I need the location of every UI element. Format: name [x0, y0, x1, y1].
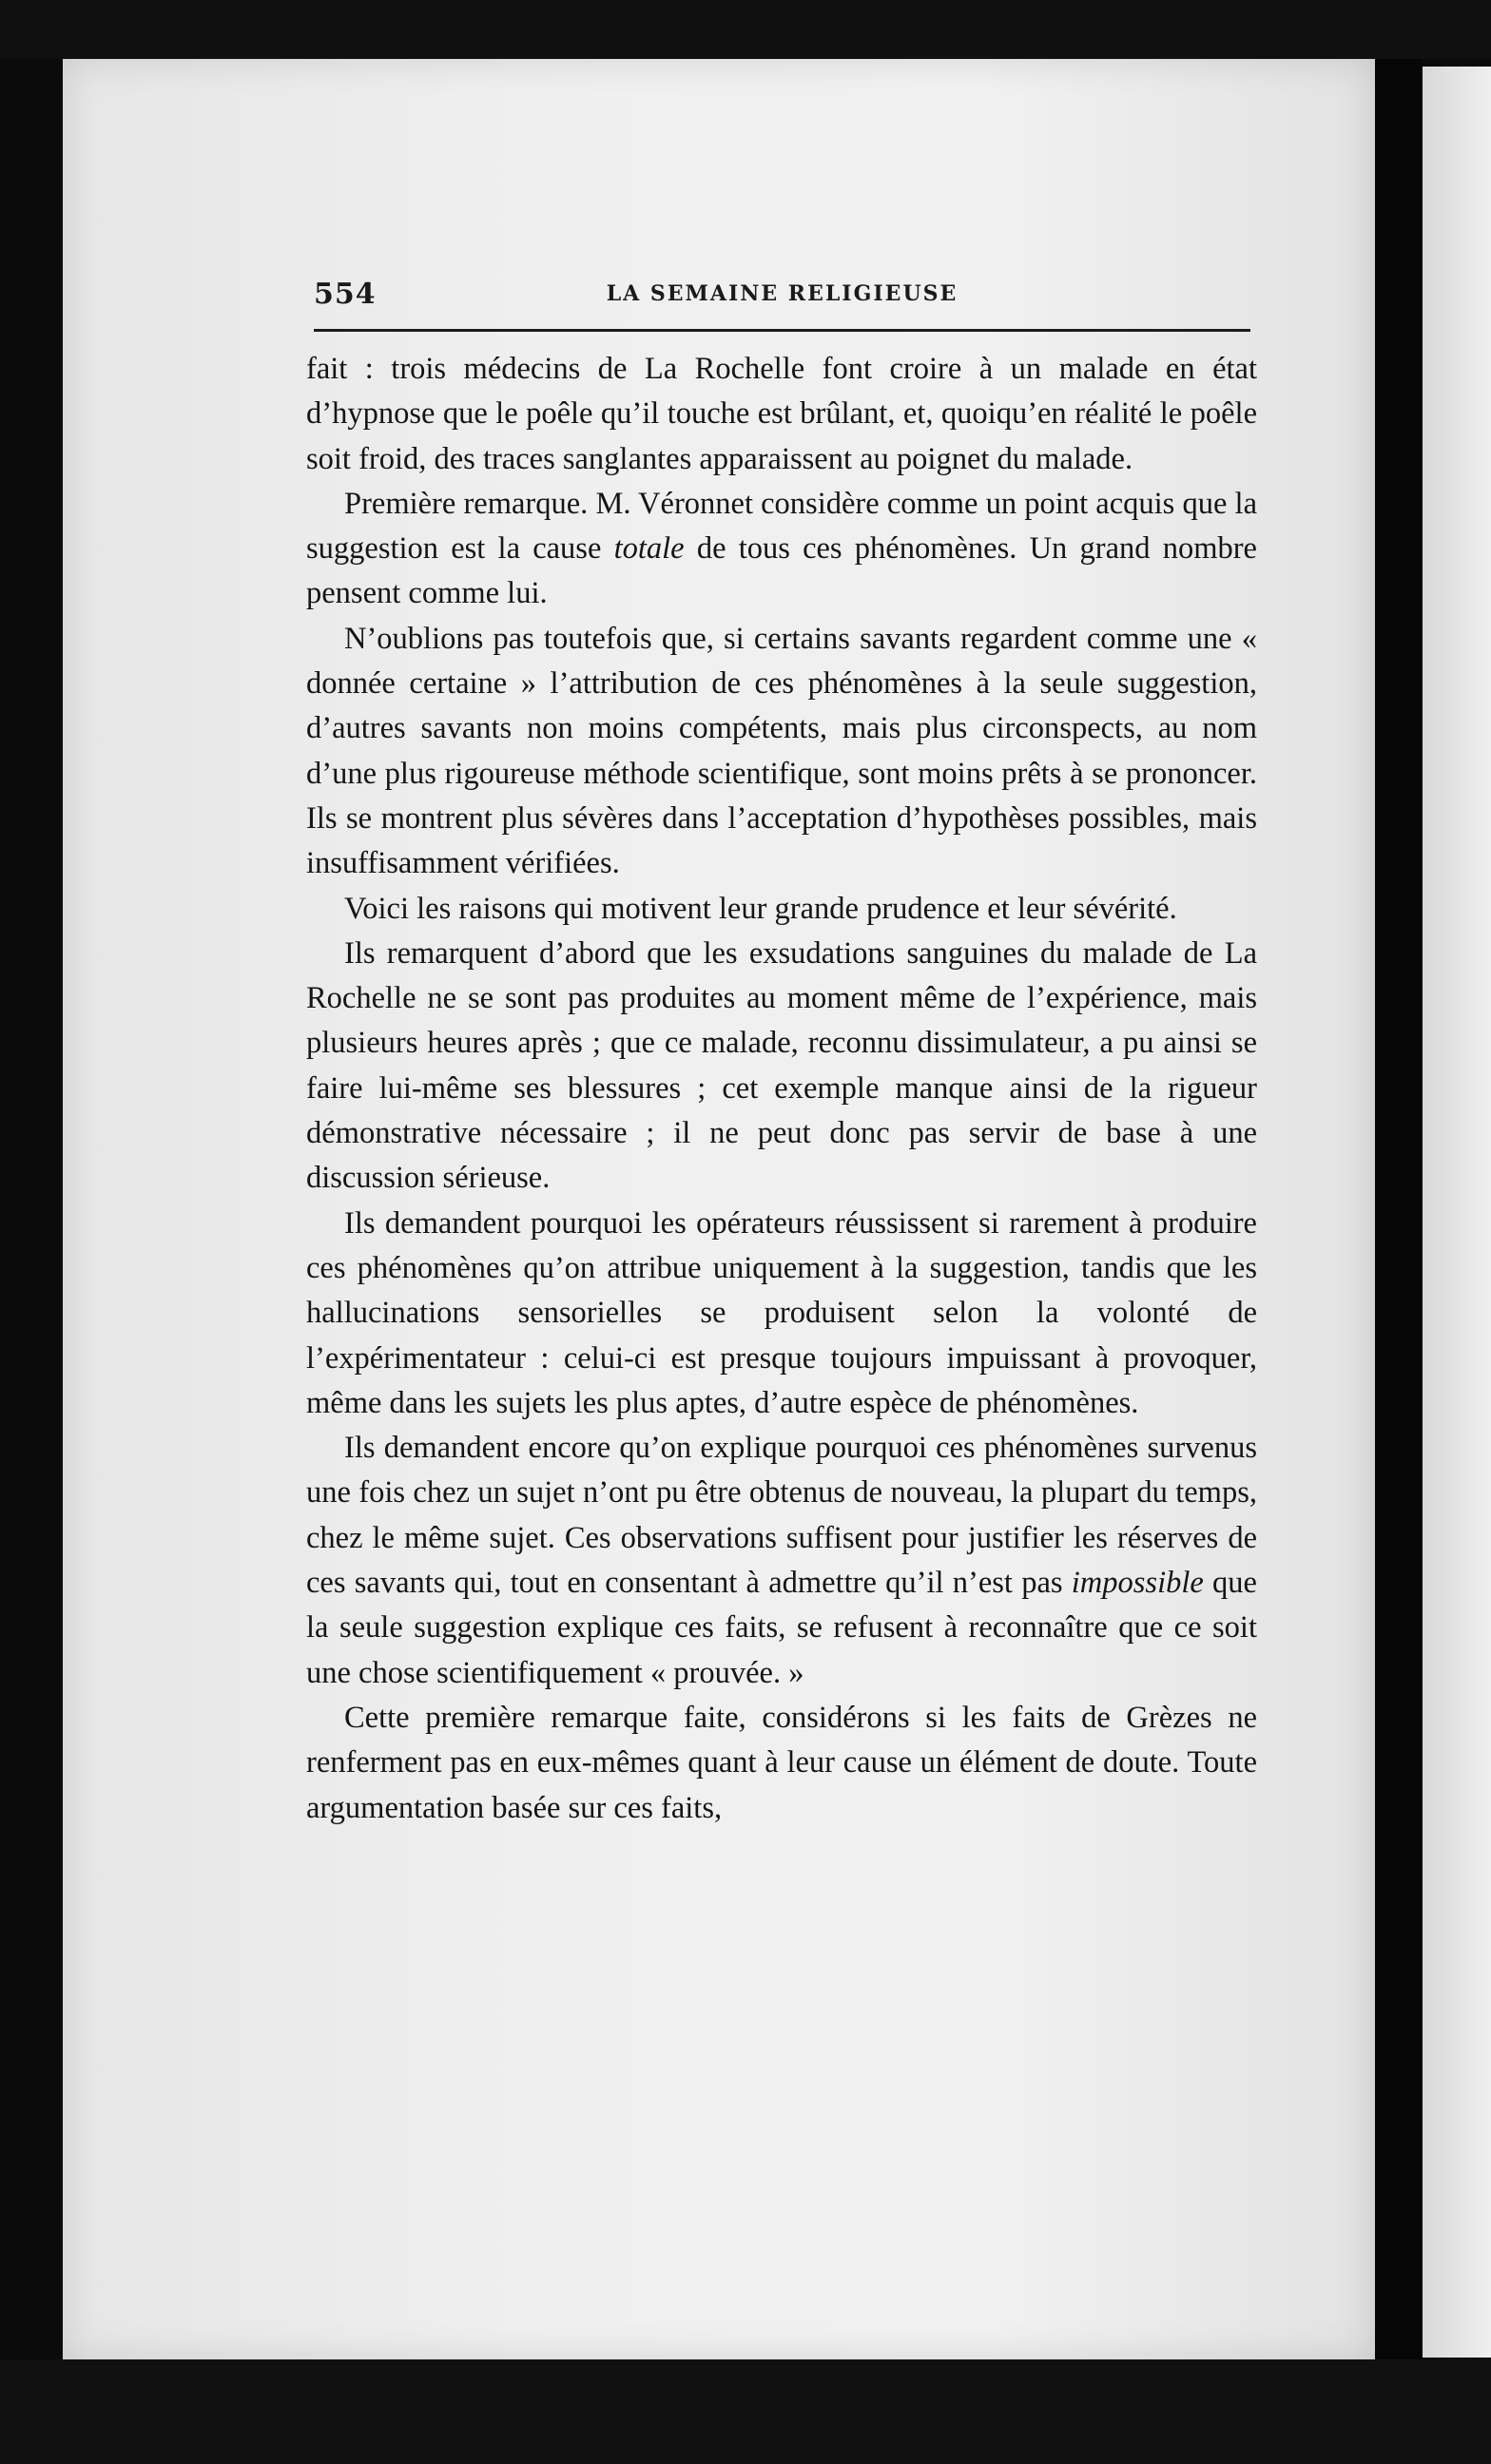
page-number: 554	[314, 278, 377, 311]
page-gutter-shadow	[1375, 59, 1423, 2359]
paragraph-7	[306, 1426, 1257, 1696]
scan-top-border	[0, 0, 1491, 59]
page-header	[314, 276, 1250, 332]
paragraph-8: Cette première remarque faite, considérons si les faits de Grèzes ne renferment pas en eux-mêmes quant à leur cause un élément de doute. Toute argumentation basée sur ces faits,	[306, 1700, 1257, 1825]
scan-bottom-border	[0, 2359, 1491, 2464]
paragraph-1: fait : trois médecins de La Rochelle font croire à un malade en état d’hypnose que le poêle qu’il touche est brûlant, et, quoiqu’en réalité le poêle soit froid, des traces sanglantes apparaissent au poignet du malade.	[306, 352, 1257, 476]
paragraph-2	[306, 482, 1257, 617]
emphasis-impossible: impossible	[1071, 1566, 1204, 1601]
paragraph-6: Ils demandent pourquoi les opérateurs réussissent si rarement à produire ces phénomènes qu’on attribue uniquement à la suggestion, tandis que les hallucinations sensorielles se produisent selon la volonté de l’expérimentateur : celui-ci est presque toujours impuissant à provoquer, même dans les sujets les plus aptes, d’autre espèce de phénomènes.	[306, 1205, 1257, 1420]
paragraph-2-text-end: de tous ces phénomènes. Un grand nombre pensent comme lui.	[306, 531, 1257, 611]
paragraph-3: N’oublions pas toutefois que, si certains savants regardent comme une « donnée certaine » l’attribution de ces phénomènes à la seule suggestion, d’autres savants non moins compétents, mais plus circonspects, au nom d’une plus rigoureuse méthode scientifique, sont moins prêts à se prononcer. Ils se montrent plus sévères dans l’acceptation d’hypothèses possibles, mais insuffisamment vérifiées.	[306, 621, 1257, 881]
paragraph-7-text: Ils demandent encore qu’on explique pourquoi ces phénomènes survenus une fois chez un sujet n’ont pu être obtenus de nouveau, la plupart du temps, chez le même sujet. Ces observations suffisent pour justifier les réserves de ces savants qui, tout en consentant à admettre qu’il n’est pas	[306, 1431, 1257, 1601]
paragraph-5: Ils remarquent d’abord que les exsudations sanguines du malade de La Rochelle ne se sont pas produites au moment même de l’expérience, mais plusieurs heures après ; que ce malade, reconnu dissimulateur, a pu ainsi se faire lui-même ses blessures ; cet exemple manque ainsi de la rigueur démonstrative nécessaire ; il ne peut donc pas servir de base à une discussion sérieuse.	[306, 935, 1257, 1196]
paragraph-4: Voici les raisons qui motivent leur grande prudence et leur sévérité.	[344, 891, 1177, 926]
emphasis-totale: totale	[613, 531, 685, 567]
adjacent-page-edge	[1423, 67, 1491, 2358]
body-text	[306, 347, 1257, 1831]
running-head: LA SEMAINE RELIGIEUSE	[606, 281, 958, 306]
paragraph-2-text: Première remarque. M. Véronnet considère comme un point acquis que la suggestion est la cause	[306, 486, 1257, 567]
paragraph-7-text-end: que la seule suggestion explique ces faits, se refusent à reconnaître que ce soit une chose scientifiquement « prouvée. »	[306, 1566, 1257, 1690]
